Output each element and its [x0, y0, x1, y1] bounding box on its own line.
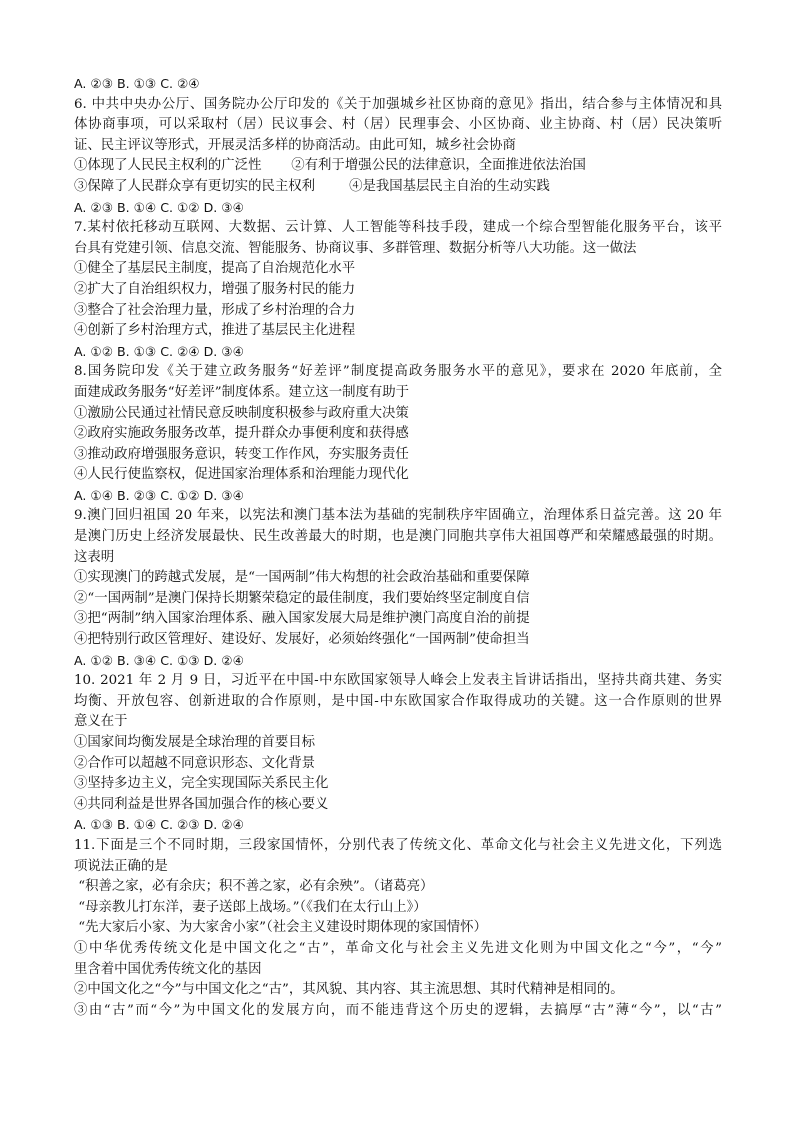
q10-choice: ③坚持多边主义，完全实现国际关系民主化: [74, 776, 329, 792]
q11-choice: 里含着中国优秀传统文化的基因: [74, 961, 262, 977]
q10-choice: ①国家间均衡发展是全球治理的首要目标: [74, 735, 316, 750]
q11-choice: ①中华优秀传统文化是中国文化之“古”，革命文化与社会主义先进文化则为中国文化之“今”，“今”: [74, 940, 722, 956]
q10-choice: ②合作可以超越不同意识形态、文化背景: [74, 755, 316, 771]
question-7: [74, 218, 722, 362]
q8-choice: ①激励公民通过社情民意反映制度积极参与政府重大决策: [74, 405, 409, 421]
q8-stem-line: 8.国务院印发《关于建立政务服务“好差评”制度提高政务服务水平的意见》，要求在 2020 年底前，全: [74, 364, 722, 380]
q9-stem-line: 这表明: [74, 549, 115, 565]
q8-stem-line: 面建成政务服务“好差评”制度体系。建立这一制度有助于: [74, 384, 410, 400]
question-10: [74, 671, 722, 836]
q9-stem-line: 9.澳门回归祖国 20 年来，以宪法和澳门基本法为基础的宪制秩序牢固确立，治理体系日益完善。这 20 年: [74, 508, 722, 524]
q9-choice: ④把特别行政区管理好、建设好、发展好，必须始终强化“一国两制”使命担当: [74, 632, 530, 648]
q6-stem-line: 体协商事项，可以采取村（居）民议事会、村（居）民理事会、小区协商、业主协商、村（居）民决策听: [74, 117, 722, 133]
q6-choice-row: ①体现了人民民主权利的广泛性 ②有利于增强公民的法律意识，全面推进依法治国: [74, 158, 586, 174]
question-11: [74, 836, 722, 1021]
q7-choice: ③整合了社会治理力量，形成了乡村治理的合力: [74, 302, 356, 318]
q7-choice: ④创新了乡村治理方式，推进了基层民主化进程: [74, 323, 356, 339]
q9-choice: ③把“两制”纳入国家治理体系、融入国家发展大局是维护澳门高度自治的前提: [74, 611, 530, 627]
q10-stem-line: 10. 2021 年 2 月 9 日，习近平在中国-中东欧国家领导人峰会上发表主旨讲话指出，坚持共商共建、务实: [74, 673, 722, 689]
q11-quote: “母亲教儿打东洋，妻子送郎上战场。”（《我们在太行山上》）: [74, 899, 427, 915]
q8-choice: ④人民行使监察权，促进国家治理体系和治理能力现代化: [74, 467, 409, 483]
q11-stem-line: 项说法正确的是: [74, 858, 168, 874]
q7-stem-line: 7.某村依托移动互联网、大数据、云计算、人工智能等科技手段，建成一个综合型智能化服务平台，该平: [74, 220, 722, 236]
q6-stem-line: 证、民主评议等形式，开展灵活多样的协商活动。由此可知，城乡社会协商: [74, 137, 516, 153]
q7-options: A. ①② B. ①③ C. ②④ D. ③④: [74, 343, 244, 359]
question-6: [74, 95, 722, 219]
q10-options: A. ①③ B. ①④ C. ②③ D. ②④: [74, 817, 244, 833]
q7-choice: ②扩大了自治组织权力，增强了服务村民的能力: [74, 281, 356, 297]
q11-quote: “先大家后小家、为大家舍小家”（社会主义建设时期体现的家国情怀）: [74, 920, 487, 936]
question-9: [74, 506, 722, 671]
q9-choice: ①实现澳门的跨越式发展，是“一国两制”伟大构想的社会政治基础和重要保障: [74, 570, 530, 586]
q10-stem-line: 均衡、开放包容、创新进取的合作原则，是中国-中东欧国家合作取得成功的关键。这一合作原则的世界: [74, 693, 722, 709]
q7-stem-line: 台具有党建引领、信息交流、智能服务、协商议事、多群管理、数据分析等八大功能。这一做法: [74, 240, 637, 256]
q8-choice: ③推动政府增强服务意识，转变工作作风，夯实服务责任: [74, 446, 409, 462]
q9-choice: ②“一国两制”是澳门保持长期繁荣稳定的最佳制度，我们要始终坚定制度自信: [74, 590, 530, 606]
q11-quote: “积善之家，必有余庆；积不善之家，必有余殃”。（诸葛亮）: [74, 879, 434, 895]
q8-choice: ②政府实施政务服务改革，提升群众办事便利度和获得感: [74, 426, 409, 442]
q11-stem-line: 11.下面是三个不同时期，三段家国情怀，分别代表了传统文化、革命文化与社会主义先进文化，下列选: [74, 837, 722, 853]
q6-options: A. ②③ B. ①④ C. ①② D. ③④: [74, 199, 244, 215]
q9-options: A. ①② B. ③④ C. ①③ D. ②④: [74, 652, 244, 668]
exam-page: [74, 74, 722, 1021]
q11-choice: ②中国文化之“今”与中国文化之“古”，其风貌、其内容、其主流思想、其时代精神是相同的。: [74, 982, 624, 998]
question-8: [74, 362, 722, 506]
q6-stem-line: 6. 中共中央办公厅、国务院办公厅印发的《关于加强城乡社区协商的意见》指出，结合参与主体情况和具: [74, 96, 722, 112]
q5-options: A. ②③ B. ①③ C. ②④: [74, 76, 200, 91]
q6-choice-row: ③保障了人民群众享有更切实的民主权利 ④是我国基层民主自治的生动实践: [74, 178, 550, 194]
q8-options: A. ①④ B. ②③ C. ①② D. ③④: [74, 487, 244, 503]
q11-choice: ③由“古”而“今”为中国文化的发展方向，而不能违背这个历史的逻辑，去搞厚“古”薄“今”，以“古”: [74, 1002, 722, 1018]
q7-choice: ①健全了基层民主制度，提高了自治规范化水平: [74, 261, 356, 277]
q9-stem-line: 是澳门历史上经济发展最快、民生改善最大的时期，也是澳门同胞共享伟大祖国尊严和荣耀感最强的时期。: [74, 529, 722, 545]
q10-choice: ④共同利益是世界各国加强合作的核心要义: [74, 796, 329, 812]
q10-stem-line: 意义在于: [74, 714, 128, 730]
